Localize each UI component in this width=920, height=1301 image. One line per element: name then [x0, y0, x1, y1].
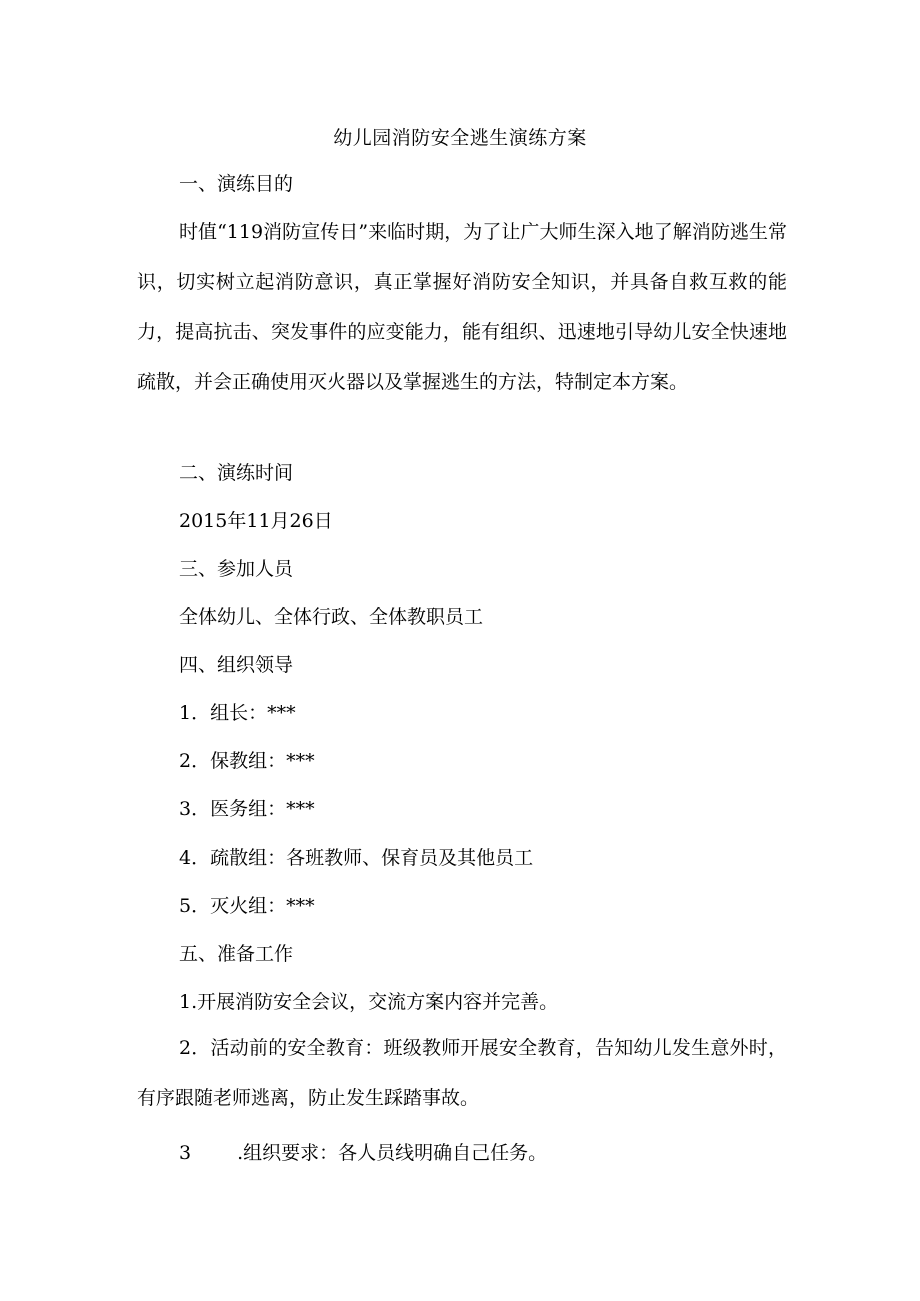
section-heading-participants: 三、参加人员 — [179, 558, 294, 580]
prep-item-requirements-text: .组织要求：各人员线明确自己任务。 — [237, 1142, 548, 1164]
document-title: 幼儿园消防安全逃生演练方案 — [333, 127, 587, 149]
section-body-participants: 全体幼儿、全体行政、全体教职员工 — [179, 606, 484, 628]
prep-item-meeting: 1.开展消防安全会议，交流方案内容并完善。 — [179, 991, 559, 1013]
section-body-time: 2015年11月26日 — [179, 510, 333, 532]
list-item-firefighting-group: 5．灭火组：*** — [179, 895, 315, 917]
list-item-leader: 1．组长：*** — [179, 702, 296, 724]
prep-item-requirements — [179, 1139, 547, 1167]
prep-item-requirements-number: 3 — [179, 1142, 192, 1164]
section-heading-preparation: 五、准备工作 — [179, 943, 294, 965]
prep-item-safety-education: 2．活动前的安全教育：班级教师开展安全教育，告知幼儿发生意外时，有序跟随老师逃离，防止发生踩踏事故。 — [137, 1037, 787, 1109]
list-item-care-group: 2．保教组：*** — [179, 750, 315, 772]
list-item-medical-group: 3．医务组：*** — [179, 798, 315, 820]
section-body-purpose: 时值“119消防宣传日”来临时期，为了让广大师生深入地了解消防逃生常识，切实树立起消防意识，真正掌握好消防安全知识，并具备自救互救的能力，提高抗击、突发事件的应变能力，能有组织、迅速地引导幼儿安全快速地疏散，并会正确使用灭火器以及掌握逃生的方法，特制定本方案。 — [137, 221, 787, 393]
section-heading-purpose: 一、演练目的 — [179, 173, 294, 195]
list-item-evacuation-group: 4．疏散组：各班教师、保育员及其他员工 — [179, 847, 534, 869]
section-heading-time: 二、演练时间 — [179, 462, 294, 484]
section-heading-leadership: 四、组织领导 — [179, 654, 294, 676]
